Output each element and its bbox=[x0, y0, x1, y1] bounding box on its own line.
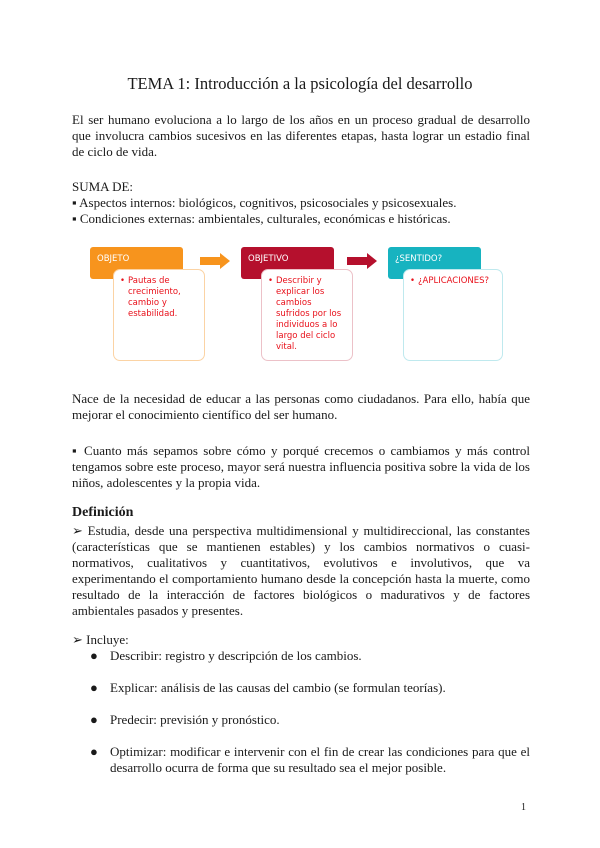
intro-paragraph: El ser humano evoluciona a lo largo de los años en un proceso gradual de desarrollo que involucra cambios sucesivos en las diferentes etapas, hasta lograr un estadio final de ciclo de vida. bbox=[72, 112, 530, 159]
incluye-heading: ➢ Incluye: bbox=[72, 632, 129, 647]
list-item-text: Explicar: análisis de las causas del cambio (se formulan teorías). bbox=[110, 680, 446, 695]
objeto-item: • Pautas de crecimiento, cambio y estabilidad. bbox=[120, 276, 198, 320]
bullet-icon: ● bbox=[90, 744, 98, 759]
definicion-paragraph: ➢ Estudia, desde una perspectiva multidimensional y multidireccional, las constantes (características que se mantienen estables) y los cambios normativos o cuasi-normativos, cualitativos y cuantitativos, evolutivos e involutivos, que va experimentando el comportamiento humano desde la concepción hasta la muerte, como resultado de la interacción de factores biológicos o madurativos y de factores ambientales pasados y presentes. bbox=[72, 523, 530, 618]
list-item bbox=[90, 680, 530, 696]
list-item-text: Optimizar: modificar e intervenir con el fin de crear las condiciones para que el desarrollo ocurra de forma que su resultado sea el mejor posible. bbox=[110, 744, 530, 775]
list-item bbox=[90, 648, 530, 664]
objeto-header: OBJETO bbox=[90, 247, 183, 279]
suma-heading: SUMA DE: bbox=[72, 179, 134, 194]
bullet-icon: ● bbox=[90, 648, 98, 663]
sentido-header: ¿SENTIDO? bbox=[388, 247, 481, 279]
incluye-list bbox=[90, 648, 530, 776]
suma-section bbox=[72, 179, 530, 227]
list-item bbox=[90, 712, 530, 728]
arrow-right-icon bbox=[347, 253, 377, 269]
sentido-card bbox=[403, 269, 503, 361]
objeto-card bbox=[113, 269, 205, 361]
suma-item: ▪ Condiciones externas: ambientales, culturales, económicas e históricas. bbox=[72, 211, 451, 226]
objetivo-card bbox=[261, 269, 353, 361]
page-title: TEMA 1: Introducción a la psicología del desarrollo bbox=[127, 74, 473, 93]
bullet-icon: ● bbox=[90, 680, 98, 695]
definicion-heading: Definición bbox=[72, 505, 134, 520]
page-number: 1 bbox=[521, 802, 526, 813]
list-item-text: Predecir: previsión y pronóstico. bbox=[110, 712, 280, 727]
cuanto-paragraph: ▪ Cuanto más sepamos sobre cómo y porqué crecemos o cambiamos y más control tengamos sobre este proceso, mayor será nuestra influencia positiva sobre la vida de los niños, adolescentes y la propia vida. bbox=[72, 443, 530, 490]
process-diagram bbox=[90, 245, 510, 365]
nace-paragraph: Nace de la necesidad de educar a las personas como ciudadanos. Para ello, había que mejorar el conocimiento científico del ser humano. bbox=[72, 391, 530, 422]
suma-item: ▪ Aspectos internos: biológicos, cognitivos, psicosociales y psicosexuales. bbox=[72, 195, 457, 210]
sentido-item: • ¿APLICACIONES? bbox=[410, 276, 496, 287]
list-item-text: Describir: registro y descripción de los cambios. bbox=[110, 648, 362, 663]
arrow-right-icon bbox=[200, 253, 230, 269]
list-item bbox=[90, 744, 530, 776]
bullet-icon: ● bbox=[90, 712, 98, 727]
objetivo-header: OBJETIVO bbox=[241, 247, 334, 279]
objetivo-item: • Describir y explicar los cambios sufridos por los individuos a lo largo del ciclo vital. bbox=[268, 276, 346, 353]
